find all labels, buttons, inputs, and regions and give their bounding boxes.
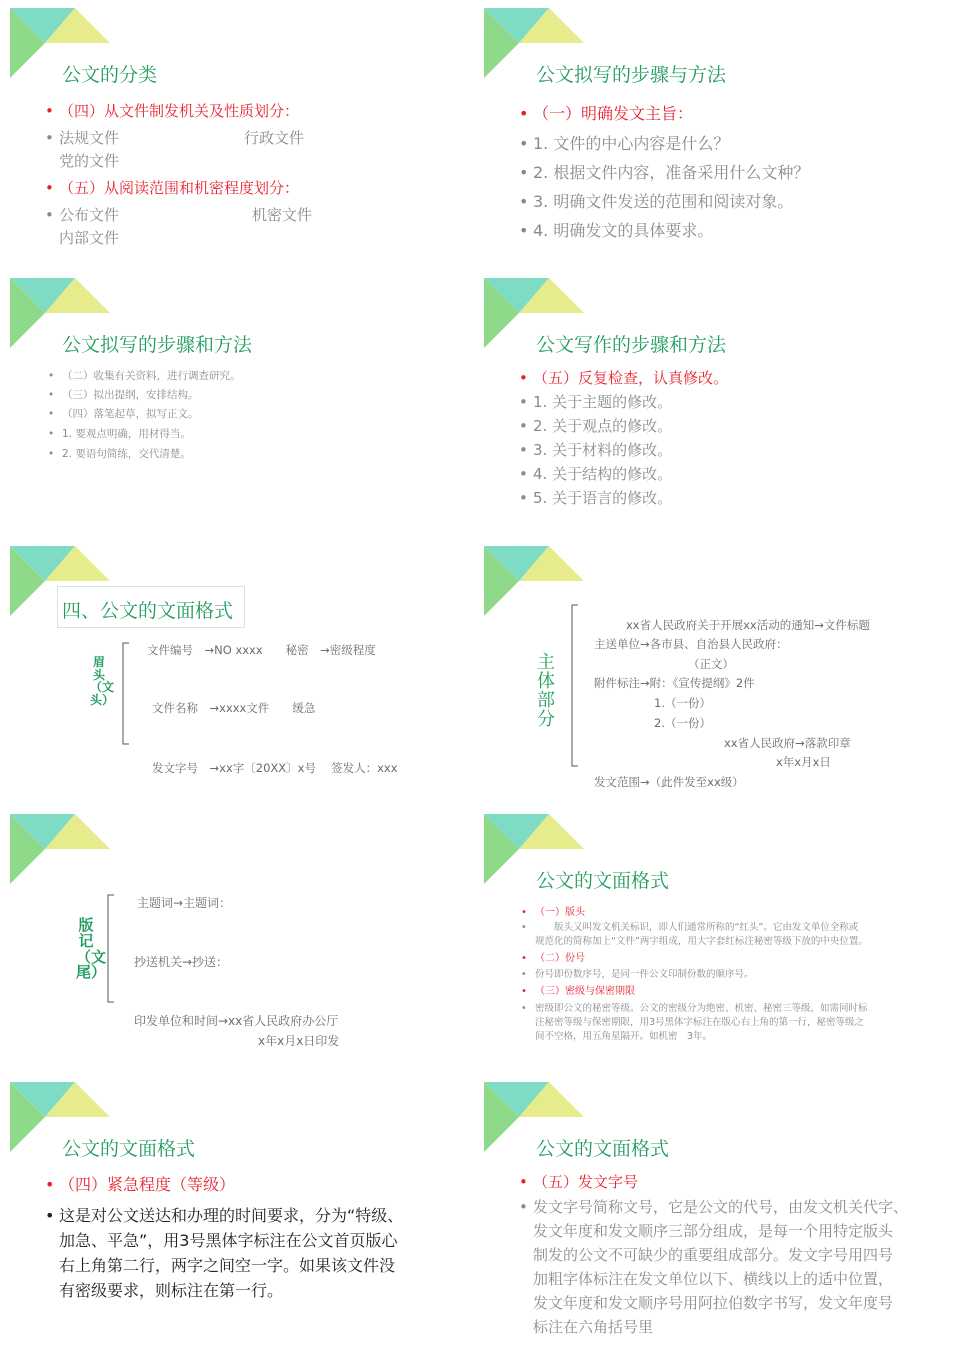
list-item: • 1. 关于主题的修改。	[519, 393, 673, 411]
bullet-heading: • （四）紧急程度（等级）	[45, 1175, 236, 1194]
list-item: • 法规文件	[45, 129, 120, 147]
list-item: • （三）拟出提纲，安排结构。	[48, 389, 199, 401]
bracket	[115, 642, 135, 746]
format-line: xx省人民政府关于开展xx活动的通知→文件标题	[626, 618, 870, 632]
format-line: 附件标注→附：《宣传提纲》2件	[594, 676, 755, 690]
bullet-heading: • （四）从文件制发机关及性质划分：	[45, 102, 300, 120]
paragraph-line: 加粗字体标注在发文单位以下、横线以上的适中位置，	[533, 1270, 894, 1288]
slide-6	[474, 538, 944, 800]
slide-title: 四、公文的文面格式	[62, 600, 234, 622]
slide-10	[474, 1074, 944, 1346]
format-line: 发文范围→（此件发至xx级）	[594, 775, 744, 789]
format-line: x年x月x日	[776, 755, 831, 769]
list-item: 党的文件	[59, 152, 120, 170]
slide-9	[0, 1074, 470, 1346]
slide-1	[0, 0, 470, 262]
slide-title: 公文写作的步骤和方法	[536, 334, 727, 356]
bullet-heading: • （二）份号	[521, 953, 585, 964]
paragraph-line: • 发文字号简称文号，它是公文的代号，由发文机关代字、	[519, 1198, 909, 1216]
side-label: 眉头（文头）	[90, 655, 115, 707]
format-line: 发文字号 →xx字〔20XX〕x号 签发人：xxx	[152, 761, 398, 775]
paragraph-line: • 版头又叫发文机关标识，即人们通常所称的“红头”。它由发文单位全称或	[521, 922, 859, 933]
list-item: • 4. 关于结构的修改。	[519, 465, 673, 483]
paragraph-line: 注秘密等级与保密期限，用3号黑体字标注在版心右上角的第一行，秘密等级之	[535, 1017, 865, 1028]
bullet-heading: • （五）发文字号	[519, 1173, 639, 1191]
slide-title: 公文的分类	[62, 64, 158, 86]
format-line: 印发单位和时间→xx省人民政府办公厅	[134, 1014, 339, 1028]
paragraph-line: 右上角第二行，两字之间空一字。如果该文件没	[59, 1256, 396, 1275]
format-line: 1.（一份）	[654, 696, 711, 710]
slide-5	[0, 538, 470, 800]
bullet-heading: • （一）版头	[521, 907, 585, 918]
paragraph-line: • 这是对公文送达和办理的时间要求，分为“特级、	[45, 1206, 404, 1225]
paragraph-line: 规范化的简称加上“文件”两字组成，用大字套红标注秘密等级下放的中央位置。	[535, 936, 868, 947]
slide-4	[474, 270, 944, 532]
list-item: • 2. 根据文件内容，准备采用什么文种？	[519, 163, 810, 182]
list-item: • 4. 明确发文的具体要求。	[519, 221, 714, 240]
bullet-heading: • （一）明确发文主旨：	[519, 104, 694, 123]
paragraph-line: 间不空格，用五角星隔开。如机密 3年。	[535, 1031, 713, 1042]
slide-title: 公文的文面格式	[62, 1138, 196, 1160]
bracket	[100, 894, 120, 1004]
slide-8	[474, 806, 944, 1068]
paragraph-line: 发文年度和发文顺序号用阿拉伯数字书写，发文年度号	[533, 1294, 894, 1312]
side-label: 版记（文尾）	[76, 916, 107, 982]
slide-2	[474, 0, 944, 262]
triangle-decoration	[10, 814, 120, 884]
format-line: 主题词→主题词：	[137, 896, 232, 910]
list-item: • 公布文件	[45, 206, 120, 224]
format-line: 2.（一份）	[654, 716, 711, 730]
format-line: 抄送机关→抄送：	[134, 955, 229, 969]
list-item: • 2. 要语句简练，交代清楚。	[48, 448, 191, 460]
side-label: 主体部分	[537, 652, 555, 730]
bullet-heading: • （三）密级与保密期限	[521, 986, 635, 997]
format-line: x年x月x日印发	[258, 1034, 340, 1048]
slide-title: 公文拟写的步骤和方法	[62, 334, 253, 356]
paragraph-line: 标注在六角括号里	[533, 1318, 654, 1336]
bracket	[564, 604, 584, 768]
paragraph-line: 加急、平急”，用3号黑体字标注在公文首页版心	[59, 1231, 398, 1250]
format-line: 文件名称 →xxxx文件 缓急	[152, 701, 316, 715]
list-item: • 3. 关于材料的修改。	[519, 441, 673, 459]
slide-7	[0, 806, 470, 1068]
list-item: 机密文件	[252, 206, 313, 224]
slide-title: 公文拟写的步骤与方法	[536, 64, 727, 86]
list-item: • （四）落笔起草，拟写正文。	[48, 408, 199, 420]
format-line: 主送单位→各市县、自治县人民政府：	[594, 637, 788, 651]
list-item: • （二）收集有关资料，进行调查研究。	[48, 370, 241, 382]
format-line: 文件编号 →NO xxxx 秘密 →密级程度	[147, 643, 376, 657]
bullet-heading: • （五）反复检查，认真修改。	[519, 369, 729, 387]
list-item: • 3. 明确文件发送的范围和阅读对象。	[519, 192, 794, 211]
paragraph-line: 有密级要求，则标注在第一行。	[59, 1281, 284, 1300]
paragraph-line: 发文年度和发文顺序三部分组成，是每一个用特定版头	[533, 1222, 894, 1240]
list-item: • 5. 关于语言的修改。	[519, 489, 673, 507]
format-line: xx省人民政府→落款印章	[724, 736, 851, 750]
list-item: 内部文件	[59, 229, 120, 247]
format-line: （正文）	[688, 657, 734, 671]
list-item: • 1. 文件的中心内容是什么？	[519, 134, 730, 153]
paragraph-line: 制发的公文不可缺少的重要组成部分。发文字号用四号	[533, 1246, 894, 1264]
list-item: 行政文件	[244, 129, 305, 147]
paragraph-line: • 份号即份数序号，是同一件公文印制份数的顺序号。	[521, 969, 754, 980]
slide-3	[0, 270, 470, 532]
list-item: • 2. 关于观点的修改。	[519, 417, 673, 435]
paragraph-line: • 密级即公文的秘密等级。公文的密级分为绝密、机密、秘密三等级，如需同时标	[521, 1003, 868, 1014]
list-item: • 1. 要观点明确，用材得当。	[48, 428, 191, 440]
slide-title: 公文的文面格式	[536, 870, 670, 892]
slide-title: 公文的文面格式	[536, 1138, 670, 1160]
bullet-heading: • （五）从阅读范围和机密程度划分：	[45, 179, 300, 197]
